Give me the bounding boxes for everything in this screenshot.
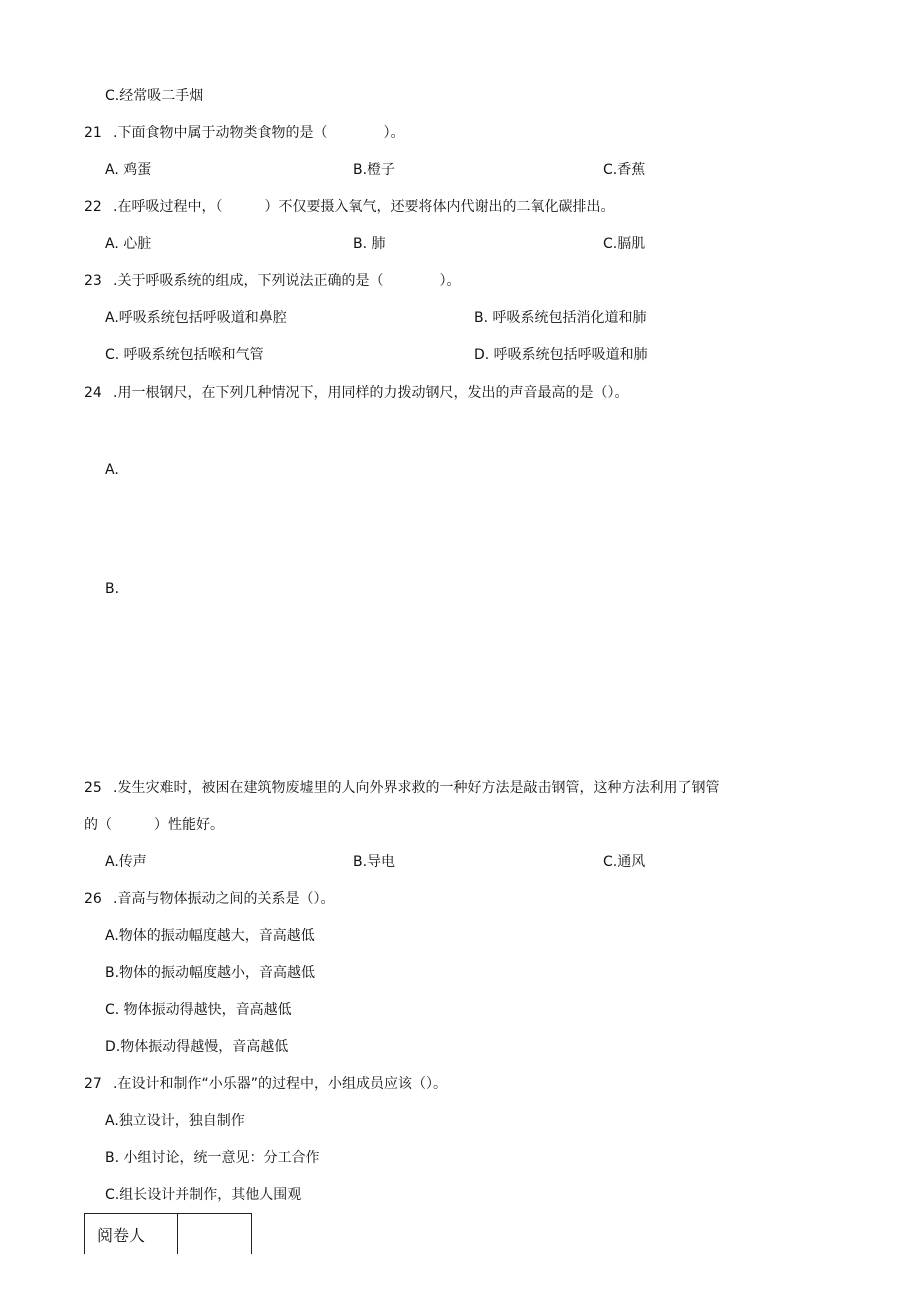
option-b: B.物体的振动幅度越小，音高越低 <box>105 965 316 981</box>
question-text: .用一根钢尺，在下列几种情况下，用同样的力拨动钢尺，发出的声音最高的是（）。 <box>113 385 629 401</box>
question-number: 21 <box>84 125 102 141</box>
question-text: .发生灾难时，被困在建筑物废墟里的人向外界求救的一种好方法是敲击钢管，这种方法利用了钢管 <box>113 780 720 796</box>
reviewer-label: 阅卷人 <box>85 1214 178 1254</box>
question-number: 26 <box>84 891 102 907</box>
option-b: B.导电 <box>353 854 396 870</box>
option-b: B.橙子 <box>353 162 396 178</box>
question-number: 24 <box>84 385 102 401</box>
option-d: D.物体振动得越慢，音高越低 <box>105 1039 289 1055</box>
question-number: 25 <box>84 780 102 796</box>
option-a: A.独立设计，独自制作 <box>105 1113 245 1129</box>
option-a: A. <box>105 462 119 478</box>
reviewer-signature-field <box>178 1214 251 1254</box>
question-text: .在设计和制作“小乐器”的过程中，小组成员应该（）。 <box>113 1076 447 1092</box>
prev-option-c: C.经常吸二手烟 <box>105 88 204 104</box>
option-c: C.香蕉 <box>603 162 646 178</box>
option-d: D. 呼吸系统包括呼吸道和肺 <box>474 347 648 363</box>
option-a: A. 鸡蛋 <box>105 162 152 178</box>
option-a: A.传声 <box>105 854 147 870</box>
option-c: C.膈肌 <box>603 236 646 252</box>
question-number: 23 <box>84 273 102 289</box>
option-b: B. 呼吸系统包括消化道和肺 <box>474 310 647 326</box>
option-a: A.物体的振动幅度越大，音高越低 <box>105 928 315 944</box>
option-b: B. <box>105 581 120 597</box>
option-c: C. 物体振动得越快，音高越低 <box>105 1002 292 1018</box>
question-number: 22 <box>84 199 102 215</box>
question-number: 27 <box>84 1076 102 1092</box>
question-text: .音高与物体振动之间的关系是（）。 <box>113 891 335 907</box>
option-b: B. 小组讨论，统一意见：分工合作 <box>105 1150 320 1166</box>
option-c: C. 呼吸系统包括喉和气管 <box>105 347 264 363</box>
question-text: .下面食物中属于动物类食物的是（ ）。 <box>113 125 405 141</box>
option-b: B. 肺 <box>353 236 386 252</box>
reviewer-box <box>84 1213 252 1254</box>
question-text: .关于呼吸系统的组成，下列说法正确的是（ ）。 <box>113 273 461 289</box>
question-text: .在呼吸过程中，（ ）不仅要摄入氧气，还要将体内代谢出的二氧化碳排出。 <box>113 199 615 215</box>
option-a: A.呼吸系统包括呼吸道和鼻腔 <box>105 310 287 326</box>
option-c: C.组长设计并制作，其他人围观 <box>105 1187 302 1203</box>
option-a: A. 心脏 <box>105 236 152 252</box>
question-text-continued: 的（ ）性能好。 <box>84 817 224 833</box>
option-c: C.通风 <box>603 854 646 870</box>
